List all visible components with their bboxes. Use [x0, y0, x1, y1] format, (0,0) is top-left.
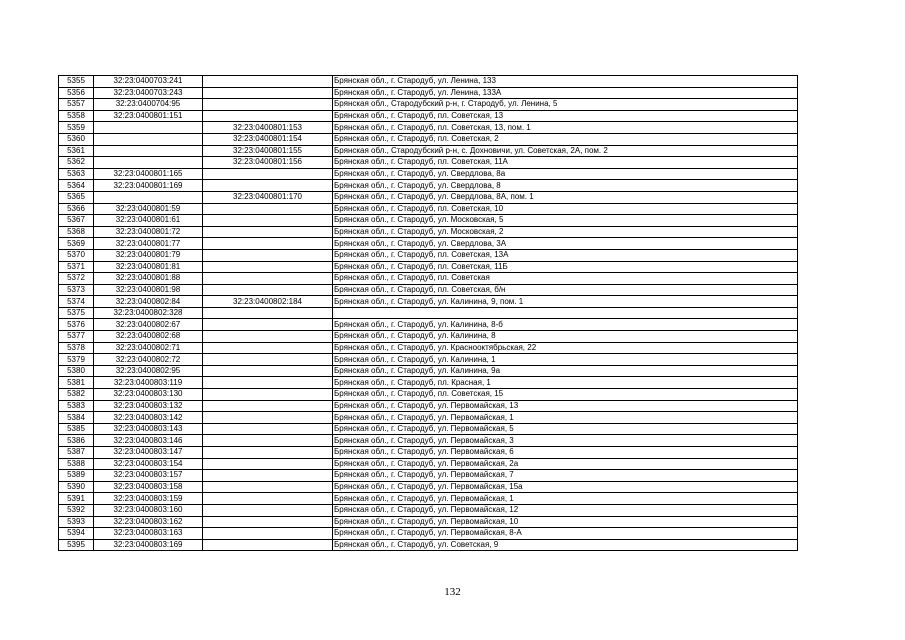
- table-row: [59, 157, 798, 169]
- sub-cadastral-number-cell: 32:23:0400802:184: [203, 296, 333, 308]
- cadastral-number-cell: 32:23:0400803:163: [94, 528, 203, 540]
- table-row: [59, 354, 798, 366]
- sub-cadastral-number-cell: [203, 354, 333, 366]
- row-number-cell: 5376: [59, 319, 94, 331]
- cadastral-number-cell: 32:23:0400801:77: [94, 238, 203, 250]
- address-cell: Брянская обл., г. Стародуб, пл. Советская, 13: [333, 110, 798, 122]
- row-number-cell: 5362: [59, 157, 94, 169]
- sub-cadastral-number-cell: [203, 447, 333, 459]
- sub-cadastral-number-cell: [203, 528, 333, 540]
- row-number-cell: 5394: [59, 528, 94, 540]
- table-row: [59, 296, 798, 308]
- row-number-cell: 5357: [59, 99, 94, 111]
- address-cell: Брянская обл., г. Стародуб, ул. Первомайская, 15а: [333, 481, 798, 493]
- address-cell: [333, 307, 798, 319]
- sub-cadastral-number-cell: [203, 215, 333, 227]
- address-cell: Брянская обл., г. Стародуб, ул. Ленина, 133: [333, 76, 798, 88]
- table-row: [59, 481, 798, 493]
- address-cell: Брянская обл., г. Стародуб, пл. Советская, 13, пом. 1: [333, 122, 798, 134]
- cadastral-number-cell: 32:23:0400803:146: [94, 435, 203, 447]
- sub-cadastral-number-cell: [203, 481, 333, 493]
- address-cell: Брянская обл., г. Стародуб, ул. Первомайская, 13: [333, 400, 798, 412]
- cadastral-number-cell: 32:23:0400801:98: [94, 284, 203, 296]
- cadastral-number-cell: 32:23:0400801:59: [94, 203, 203, 215]
- row-number-cell: 5361: [59, 145, 94, 157]
- row-number-cell: 5359: [59, 122, 94, 134]
- cadastral-number-cell: 32:23:0400802:328: [94, 307, 203, 319]
- row-number-cell: 5368: [59, 226, 94, 238]
- row-number-cell: 5380: [59, 365, 94, 377]
- sub-cadastral-number-cell: 32:23:0400801:154: [203, 133, 333, 145]
- table-row: [59, 145, 798, 157]
- address-cell: Брянская обл., г. Стародуб, ул. Первомайская, 12: [333, 504, 798, 516]
- address-cell: Брянская обл., г. Стародуб, ул. Калинина, 8: [333, 331, 798, 343]
- page-number: 132: [444, 586, 461, 598]
- row-number-cell: 5388: [59, 458, 94, 470]
- row-number-cell: 5370: [59, 249, 94, 261]
- row-number-cell: 5373: [59, 284, 94, 296]
- table-row: [59, 331, 798, 343]
- table-row: [59, 319, 798, 331]
- table-row: [59, 273, 798, 285]
- cadastral-number-cell: 32:23:0400801:151: [94, 110, 203, 122]
- address-cell: Брянская обл., г. Стародуб, пл. Советская, 11Б: [333, 261, 798, 273]
- sub-cadastral-number-cell: 32:23:0400801:155: [203, 145, 333, 157]
- row-number-cell: 5392: [59, 504, 94, 516]
- cadastral-number-cell: 32:23:0400801:88: [94, 273, 203, 285]
- address-cell: Брянская обл., г. Стародуб, ул. Свердлова, 3А: [333, 238, 798, 250]
- address-cell: Брянская обл., г. Стародуб, ул. Московская, 2: [333, 226, 798, 238]
- address-cell: Брянская обл., г. Стародуб, пл. Советская, 11А: [333, 157, 798, 169]
- cadastral-number-cell: 32:23:0400703:241: [94, 76, 203, 88]
- cadastral-number-cell: 32:23:0400802:67: [94, 319, 203, 331]
- table-row: [59, 458, 798, 470]
- sub-cadastral-number-cell: [203, 458, 333, 470]
- cadastral-number-cell: 32:23:0400803:169: [94, 539, 203, 551]
- row-number-cell: 5365: [59, 191, 94, 203]
- cadastral-number-cell: 32:23:0400802:72: [94, 354, 203, 366]
- table-row: [59, 377, 798, 389]
- sub-cadastral-number-cell: [203, 331, 333, 343]
- table-row: [59, 539, 798, 551]
- address-cell: Брянская обл., г. Стародуб, ул. Первомайская, 3: [333, 435, 798, 447]
- table-row: [59, 447, 798, 459]
- address-cell: Брянская обл., г. Стародуб, пл. Красная, 1: [333, 377, 798, 389]
- address-cell: Брянская обл., г. Стародуб, ул. Первомайская, 5: [333, 423, 798, 435]
- cadastral-number-cell: 32:23:0400802:71: [94, 342, 203, 354]
- cadastral-number-cell: 32:23:0400801:165: [94, 168, 203, 180]
- sub-cadastral-number-cell: [203, 110, 333, 122]
- sub-cadastral-number-cell: [203, 180, 333, 192]
- cadastral-number-cell: 32:23:0400801:169: [94, 180, 203, 192]
- address-cell: Брянская обл., г. Стародуб, ул. Калинина, 9а: [333, 365, 798, 377]
- cadastral-number-cell: 32:23:0400802:84: [94, 296, 203, 308]
- cadastral-number-cell: 32:23:0400803:162: [94, 516, 203, 528]
- address-cell: Брянская обл., г. Стародуб, ул. Свердлова, 8А, пом. 1: [333, 191, 798, 203]
- table-row: [59, 400, 798, 412]
- cadastral-number-cell: 32:23:0400803:158: [94, 481, 203, 493]
- table-row: [59, 87, 798, 99]
- row-number-cell: 5391: [59, 493, 94, 505]
- row-number-cell: 5395: [59, 539, 94, 551]
- table-row: [59, 365, 798, 377]
- address-cell: Брянская обл., г. Стародуб, ул. Московская, 5: [333, 215, 798, 227]
- sub-cadastral-number-cell: [203, 400, 333, 412]
- table-row: [59, 168, 798, 180]
- table-row: [59, 122, 798, 134]
- cadastral-number-cell: 32:23:0400801:79: [94, 249, 203, 261]
- sub-cadastral-number-cell: [203, 87, 333, 99]
- row-number-cell: 5372: [59, 273, 94, 285]
- table-row: [59, 504, 798, 516]
- table-row: [59, 470, 798, 482]
- table-row: [59, 238, 798, 250]
- table-row: [59, 261, 798, 273]
- address-cell: Брянская обл., Стародубский р-н, с. Дохновичи, ул. Советская, 2А, пом. 2: [333, 145, 798, 157]
- sub-cadastral-number-cell: [203, 423, 333, 435]
- sub-cadastral-number-cell: [203, 226, 333, 238]
- sub-cadastral-number-cell: [203, 504, 333, 516]
- address-cell: Брянская обл., г. Стародуб, ул. Красноoктябрьская, 22: [333, 342, 798, 354]
- cadastral-number-cell: [94, 133, 203, 145]
- row-number-cell: 5389: [59, 470, 94, 482]
- row-number-cell: 5366: [59, 203, 94, 215]
- address-cell: Брянская обл., г. Стародуб, ул. Первомайская, 1: [333, 493, 798, 505]
- cadastral-number-cell: 32:23:0400801:72: [94, 226, 203, 238]
- table-row: [59, 528, 798, 540]
- cadastral-number-cell: 32:23:0400802:68: [94, 331, 203, 343]
- cadastral-number-cell: 32:23:0400803:132: [94, 400, 203, 412]
- table-row: [59, 435, 798, 447]
- table-row: [59, 226, 798, 238]
- row-number-cell: 5383: [59, 400, 94, 412]
- sub-cadastral-number-cell: [203, 284, 333, 296]
- cadastral-number-cell: 32:23:0400802:95: [94, 365, 203, 377]
- sub-cadastral-number-cell: [203, 342, 333, 354]
- table-row: [59, 342, 798, 354]
- row-number-cell: 5387: [59, 447, 94, 459]
- row-number-cell: 5378: [59, 342, 94, 354]
- cadastral-number-cell: 32:23:0400801:61: [94, 215, 203, 227]
- row-number-cell: 5374: [59, 296, 94, 308]
- address-cell: Брянская обл., г. Стародуб, ул. Калинина, 1: [333, 354, 798, 366]
- cadastral-number-cell: 32:23:0400803:130: [94, 389, 203, 401]
- row-number-cell: 5356: [59, 87, 94, 99]
- row-number-cell: 5377: [59, 331, 94, 343]
- address-cell: Брянская обл., г. Стародуб, ул. Первомайская, 2а: [333, 458, 798, 470]
- table-row: [59, 516, 798, 528]
- sub-cadastral-number-cell: [203, 365, 333, 377]
- sub-cadastral-number-cell: [203, 435, 333, 447]
- cadastral-number-cell: 32:23:0400803:159: [94, 493, 203, 505]
- table-row: [59, 307, 798, 319]
- address-cell: Брянская обл., г. Стародуб, ул. Ленина, 133А: [333, 87, 798, 99]
- address-cell: Брянская обл., г. Стародуб, пл. Советская, б/н: [333, 284, 798, 296]
- address-cell: Брянская обл., г. Стародуб, ул. Первомайская, 1: [333, 412, 798, 424]
- row-number-cell: 5393: [59, 516, 94, 528]
- cadastral-number-cell: 32:23:0400801:81: [94, 261, 203, 273]
- sub-cadastral-number-cell: [203, 516, 333, 528]
- row-number-cell: 5384: [59, 412, 94, 424]
- table-row: [59, 191, 798, 203]
- sub-cadastral-number-cell: 32:23:0400801:153: [203, 122, 333, 134]
- sub-cadastral-number-cell: [203, 249, 333, 261]
- sub-cadastral-number-cell: [203, 389, 333, 401]
- cadastral-number-cell: 32:23:0400803:157: [94, 470, 203, 482]
- sub-cadastral-number-cell: [203, 377, 333, 389]
- sub-cadastral-number-cell: [203, 307, 333, 319]
- sub-cadastral-number-cell: [203, 99, 333, 111]
- cadastral-number-cell: 32:23:0400704:95: [94, 99, 203, 111]
- row-number-cell: 5379: [59, 354, 94, 366]
- address-cell: Брянская обл., г. Стародуб, пл. Советская, 15: [333, 389, 798, 401]
- address-cell: Брянская обл., г. Стародуб, ул. Калинина, 9, пом. 1: [333, 296, 798, 308]
- sub-cadastral-number-cell: 32:23:0400801:156: [203, 157, 333, 169]
- table-row: [59, 249, 798, 261]
- address-cell: Брянская обл., г. Стародуб, пл. Советская, 10: [333, 203, 798, 215]
- address-cell: Брянская обл., г. Стародуб, ул. Первомайская, 8-А: [333, 528, 798, 540]
- table-row: [59, 133, 798, 145]
- cadastral-number-cell: 32:23:0400803:119: [94, 377, 203, 389]
- cadastral-number-cell: [94, 157, 203, 169]
- row-number-cell: 5382: [59, 389, 94, 401]
- cadastral-number-cell: 32:23:0400703:243: [94, 87, 203, 99]
- table-row: [59, 412, 798, 424]
- sub-cadastral-number-cell: [203, 203, 333, 215]
- address-cell: Брянская обл., г. Стародуб, пл. Советская, 2: [333, 133, 798, 145]
- table-row: [59, 76, 798, 88]
- row-number-cell: 5375: [59, 307, 94, 319]
- row-number-cell: 5355: [59, 76, 94, 88]
- cadastral-number-cell: [94, 145, 203, 157]
- row-number-cell: 5364: [59, 180, 94, 192]
- cadastral-number-cell: [94, 191, 203, 203]
- table-row: [59, 180, 798, 192]
- sub-cadastral-number-cell: 32:23:0400801:170: [203, 191, 333, 203]
- row-number-cell: 5390: [59, 481, 94, 493]
- address-cell: Брянская обл., г. Стародуб, пл. Советская: [333, 273, 798, 285]
- sub-cadastral-number-cell: [203, 493, 333, 505]
- cadastral-number-cell: [94, 122, 203, 134]
- sub-cadastral-number-cell: [203, 319, 333, 331]
- cadastral-number-cell: 32:23:0400803:143: [94, 423, 203, 435]
- sub-cadastral-number-cell: [203, 412, 333, 424]
- address-cell: Брянская обл., Стародубский р-н, г. Стародуб, ул. Ленина, 5: [333, 99, 798, 111]
- address-cell: Брянская обл., г. Стародуб, ул. Советская, 9: [333, 539, 798, 551]
- sub-cadastral-number-cell: [203, 539, 333, 551]
- table-row: [59, 110, 798, 122]
- table-row: [59, 423, 798, 435]
- row-number-cell: 5367: [59, 215, 94, 227]
- row-number-cell: 5358: [59, 110, 94, 122]
- table-row: [59, 493, 798, 505]
- table-row: [59, 203, 798, 215]
- row-number-cell: 5360: [59, 133, 94, 145]
- table-row: [59, 215, 798, 227]
- cadastral-number-cell: 32:23:0400803:154: [94, 458, 203, 470]
- row-number-cell: 5386: [59, 435, 94, 447]
- sub-cadastral-number-cell: [203, 273, 333, 285]
- table-row: [59, 99, 798, 111]
- sub-cadastral-number-cell: [203, 470, 333, 482]
- sub-cadastral-number-cell: [203, 168, 333, 180]
- row-number-cell: 5385: [59, 423, 94, 435]
- address-cell: Брянская обл., г. Стародуб, ул. Первомайская, 10: [333, 516, 798, 528]
- address-cell: Брянская обл., г. Стародуб, ул. Первомайская, 7: [333, 470, 798, 482]
- cadastral-number-cell: 32:23:0400803:142: [94, 412, 203, 424]
- property-table: [58, 75, 798, 551]
- address-cell: Брянская обл., г. Стародуб, ул. Калинина, 8-б: [333, 319, 798, 331]
- table-row: [59, 284, 798, 296]
- property-table-body: [59, 76, 798, 551]
- row-number-cell: 5369: [59, 238, 94, 250]
- cadastral-number-cell: 32:23:0400803:147: [94, 447, 203, 459]
- sub-cadastral-number-cell: [203, 238, 333, 250]
- address-cell: Брянская обл., г. Стародуб, ул. Свердлова, 8: [333, 180, 798, 192]
- address-cell: Брянская обл., г. Стародуб, ул. Свердлова, 8а: [333, 168, 798, 180]
- address-cell: Брянская обл., г. Стародуб, ул. Первомайская, 6: [333, 447, 798, 459]
- row-number-cell: 5363: [59, 168, 94, 180]
- sub-cadastral-number-cell: [203, 261, 333, 273]
- row-number-cell: 5371: [59, 261, 94, 273]
- row-number-cell: 5381: [59, 377, 94, 389]
- table-row: [59, 389, 798, 401]
- address-cell: Брянская обл., г. Стародуб, пл. Советская, 13А: [333, 249, 798, 261]
- cadastral-number-cell: 32:23:0400803:160: [94, 504, 203, 516]
- sub-cadastral-number-cell: [203, 76, 333, 88]
